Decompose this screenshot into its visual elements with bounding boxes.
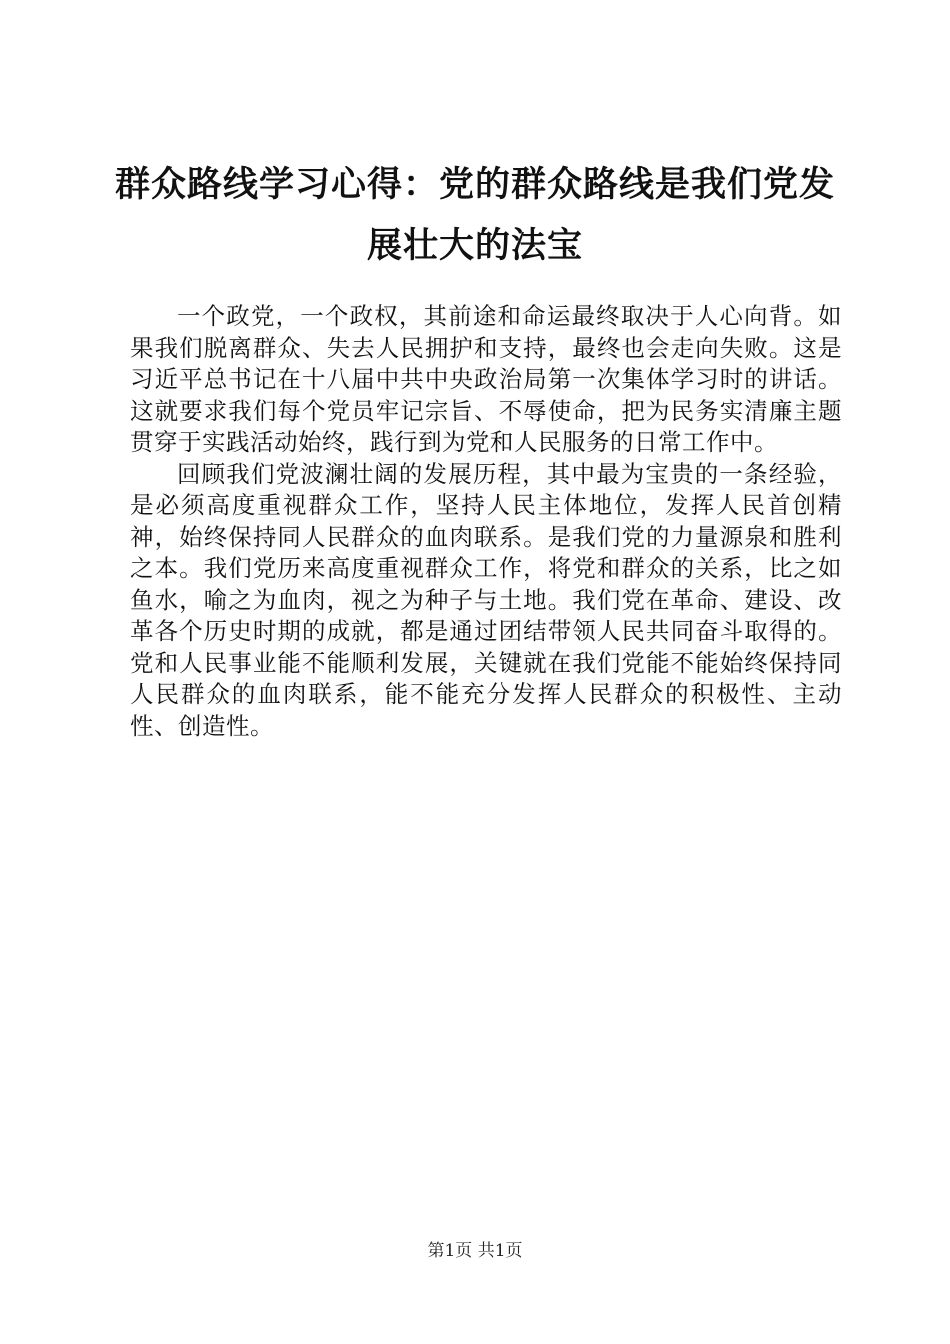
paragraph-1: 一个政党，一个政权，其前途和命运最终取决于人心向背。如果我们脱离群众、失去人民拥护和支持，最终也会走向失败。这是习近平总书记在十八届中共中央政治局第一次集体学习时的讲话。这就要求我们每个党员牢记宗旨、不辱使命，把为民务实清廉主题贯穿于实践活动始终，践行到为党和人民服务的日常工作中。 <box>130 302 842 456</box>
document-title <box>110 160 840 271</box>
title-line-2: 展壮大的法宝 <box>366 226 583 266</box>
document-body <box>130 301 842 742</box>
title-line-1: 群众路线学习心得：党的群众路线是我们党发 <box>114 165 835 205</box>
page-footer: 第1页 共1页 <box>427 1241 523 1261</box>
paragraph-2: 回顾我们党波澜壮阔的发展历程，其中最为宝贵的一条经验，是必须高度重视群众工作，坚持人民主体地位，发挥人民首创精神，始终保持同人民群众的血肉联系。是我们党的力量源泉和胜利之本。我们党历来高度重视群众工作，将党和群众的关系，比之如鱼水，喻之为血肉，视之为种子与土地。我们党在革命、建设、改革各个历史时期的成就，都是通过团结带领人民共同奋斗取得的。党和人民事业能不能顺利发展，关键就在我们党能不能始终保持同人民群众的血肉联系，能不能充分发挥人民群众的积极性、主动性、创造性。 <box>130 459 842 740</box>
